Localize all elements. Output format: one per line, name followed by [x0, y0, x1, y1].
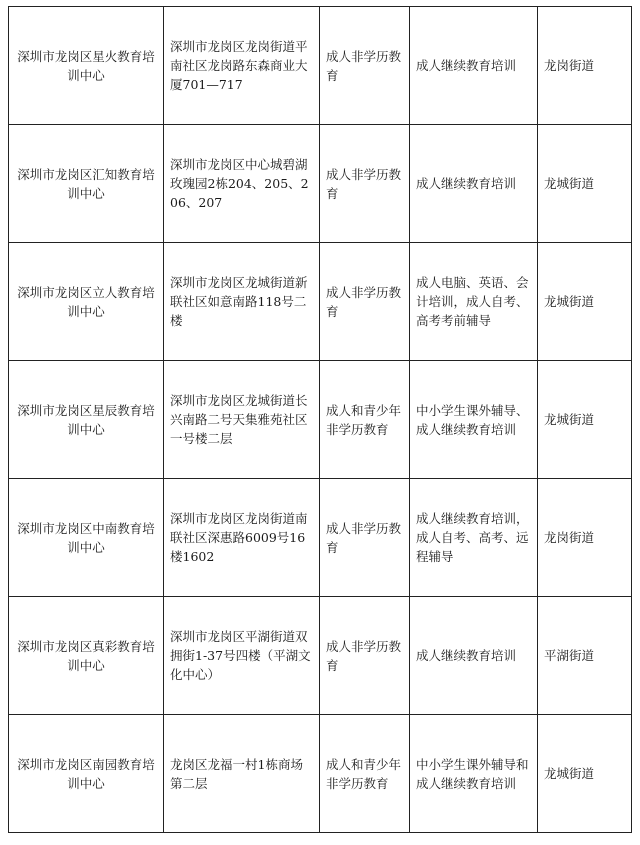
- education-type: 成人非学历教育: [320, 7, 410, 125]
- institution-address: 深圳市龙岗区平湖街道双拥街1-37号四楼（平湖文化中心）: [164, 597, 320, 715]
- institution-address: 深圳市龙岗区龙城街道新联社区如意南路118号二楼: [164, 243, 320, 361]
- institution-name: 深圳市龙岗区南园教育培训中心: [9, 715, 164, 833]
- training-scope: 成人继续教育培训: [410, 7, 538, 125]
- street-office: 龙城街道: [538, 361, 632, 479]
- institution-name: 深圳市龙岗区星辰教育培训中心: [9, 361, 164, 479]
- education-type: 成人非学历教育: [320, 597, 410, 715]
- table-row: [9, 479, 632, 597]
- training-scope: 成人继续教育培训，成人自考、高考、远程辅导: [410, 479, 538, 597]
- institution-address: 深圳市龙岗区中心城碧湖玫瑰园2栋204、205、206、207: [164, 125, 320, 243]
- education-type: 成人和青少年非学历教育: [320, 715, 410, 833]
- training-scope: 成人电脑、英语、会计培训，成人自考、高考考前辅导: [410, 243, 538, 361]
- street-office: 龙城街道: [538, 243, 632, 361]
- institution-address: 深圳市龙岗区龙岗街道平南社区龙岗路东森商业大厦701—717: [164, 7, 320, 125]
- table-row: [9, 597, 632, 715]
- education-type: 成人非学历教育: [320, 125, 410, 243]
- street-office: 龙岗街道: [538, 479, 632, 597]
- street-office: 龙岗街道: [538, 7, 632, 125]
- education-type: 成人和青少年非学历教育: [320, 361, 410, 479]
- education-type: 成人非学历教育: [320, 243, 410, 361]
- institution-address: 龙岗区龙福一村1栋商场第二层: [164, 715, 320, 833]
- training-scope: 成人继续教育培训: [410, 597, 538, 715]
- institution-name: 深圳市龙岗区真彩教育培训中心: [9, 597, 164, 715]
- training-scope: 成人继续教育培训: [410, 125, 538, 243]
- institution-name: 深圳市龙岗区汇知教育培训中心: [9, 125, 164, 243]
- street-office: 平湖街道: [538, 597, 632, 715]
- institution-name: 深圳市龙岗区星火教育培训中心: [9, 7, 164, 125]
- table-row: [9, 125, 632, 243]
- street-office: 龙城街道: [538, 715, 632, 833]
- training-scope: 中小学生课外辅导、成人继续教育培训: [410, 361, 538, 479]
- table-row: [9, 715, 632, 833]
- table-row: [9, 7, 632, 125]
- table-row: [9, 361, 632, 479]
- education-type: 成人非学历教育: [320, 479, 410, 597]
- street-office: 龙城街道: [538, 125, 632, 243]
- training-scope: 中小学生课外辅导和成人继续教育培训: [410, 715, 538, 833]
- institution-address: 深圳市龙岗区龙岗街道南联社区深惠路6009号16楼1602: [164, 479, 320, 597]
- table-row: [9, 243, 632, 361]
- institution-table: [8, 6, 632, 833]
- institution-name: 深圳市龙岗区中南教育培训中心: [9, 479, 164, 597]
- institution-name: 深圳市龙岗区立人教育培训中心: [9, 243, 164, 361]
- institution-address: 深圳市龙岗区龙城街道长兴南路二号天集雅苑社区一号楼二层: [164, 361, 320, 479]
